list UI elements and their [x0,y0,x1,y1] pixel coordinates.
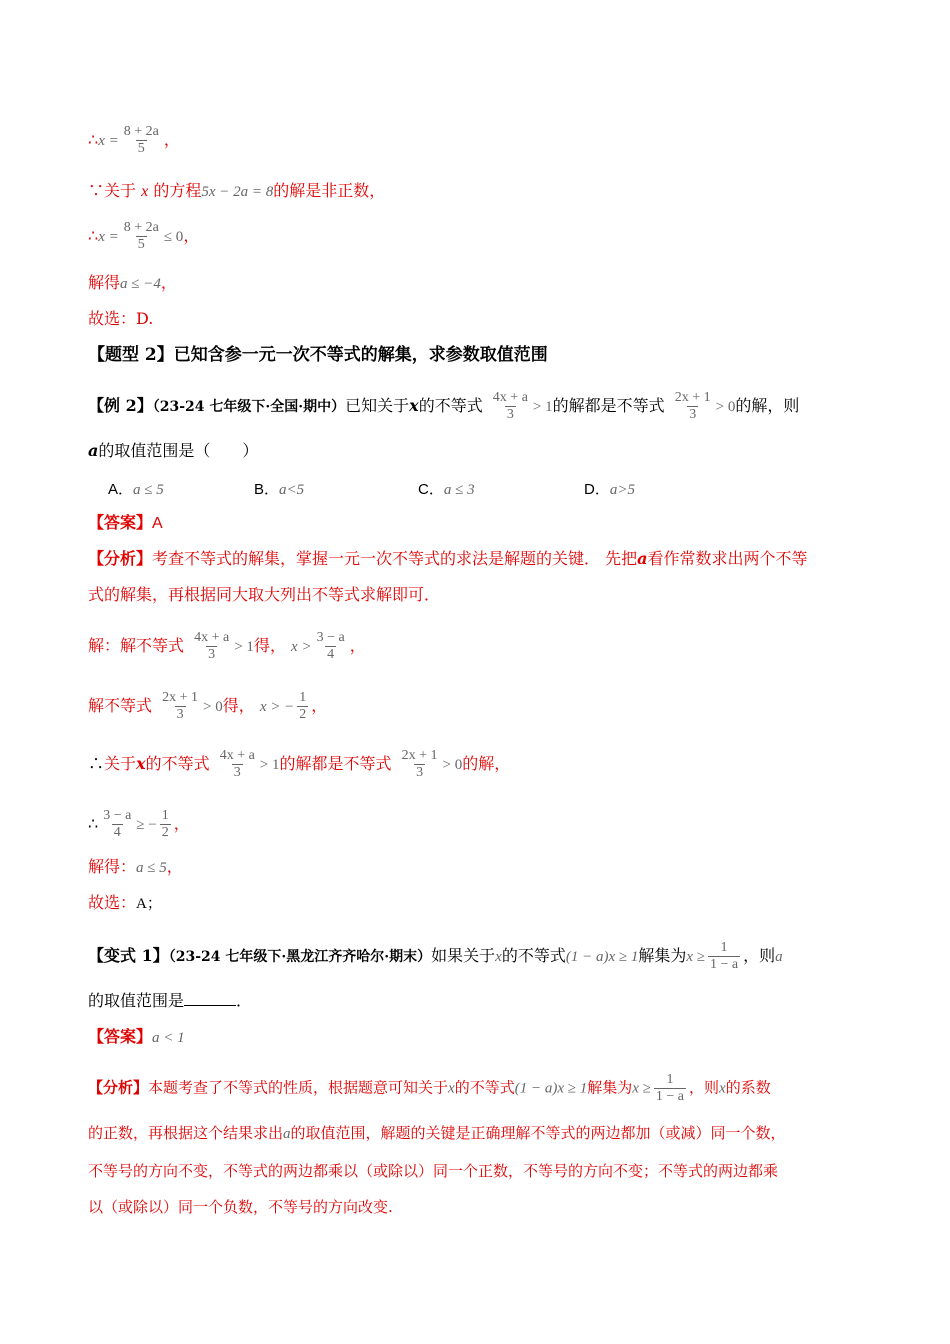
fraction-numerator: 8 + 2a [123,220,159,235]
math-x-eq: x = [98,133,119,149]
option-d[interactable] [584,478,635,499]
example-2-answer [88,512,163,535]
text: 故选： [88,893,137,912]
text: 的不等式 [501,946,566,965]
gt-one: > 1 [259,757,280,773]
answer-value: A [152,515,163,532]
analysis-tag: 【分析】 [88,549,153,568]
text: 考查不等式的解集，掌握一元一次不等式的求法是解题的关键． 先把 [152,549,638,568]
equation: 5x − 2a = 8 [201,184,274,200]
sol1-line-1 [88,124,180,157]
text: 看作常数求出两个不等 [647,549,808,568]
text: 得， [253,636,286,655]
var-x: x [448,1080,455,1097]
variant-1-analysis-4: 以（或除以）同一个负数，不等号的方向改变. [88,1198,393,1216]
var-a: a [775,949,783,965]
fraction-denominator: 5 [137,237,145,252]
text: 如果关于 [431,946,496,965]
var-x: x [136,754,146,773]
comma: ， [163,130,180,149]
var-a: a [283,1126,291,1142]
equation-label: 的方程 [153,181,202,200]
because-text: ∵关于 [88,181,137,200]
text: 的不等式 [145,754,210,773]
var-a: a [88,441,99,460]
fraction-numerator: 3 − a [316,630,345,645]
x-ge: x ≥ [632,1080,651,1097]
a-range: a ≤ −4 [120,276,161,292]
example-2-sol-3 [88,748,510,781]
variant-1-line-2 [88,990,252,1012]
comma: ， [311,696,328,715]
answer-value: A； [136,896,162,912]
text: 的解都是不等式 [552,396,665,415]
gt-one: > 1 [234,639,254,655]
fraction [122,220,161,253]
answer-tag: 【答案】 [88,513,153,532]
text: 的取值范围是（ ） [98,441,259,460]
fraction-denominator: 5 [137,141,145,156]
text: 的取值范围是 [88,991,185,1010]
section-title: 【题型 2】已知含参一元一次不等式的解集，求参数取值范围 [88,345,548,365]
fraction [673,390,713,423]
fraction-denominator: 1 − a [710,957,739,972]
option-value: a>5 [609,482,635,498]
option-label: B． [254,481,280,498]
gt-zero: > 0 [442,757,463,773]
text: 本题考查了不等式的性质，根据题意可知关于 [148,1078,449,1097]
fraction-denominator: 4 [113,825,121,840]
fraction-denominator: 3 [176,707,184,722]
fraction [654,1072,686,1105]
ge-neg: ≥ − [136,817,157,833]
fraction [491,390,530,423]
option-c[interactable] [418,478,475,499]
example-2-line-2 [88,440,258,462]
option-value: a<5 [279,482,305,498]
comma: ， [183,226,200,245]
var-x: x [409,396,419,415]
text: 的系数 [725,1078,771,1097]
variant-tag: 【变式 1】 [88,946,169,965]
fraction-denominator: 4 [327,647,335,662]
example-tag: 【例 2】 [88,396,153,415]
le-zero: ≤ 0 [163,229,184,245]
variant-1-analysis-1 [88,1072,771,1105]
variant-1-analysis-3: 不等号的方向不变，不等式的两边都乘以（或除以）同一个正数，不等号的方向不变；不等式的两边都乘 [88,1162,779,1180]
text: 的不等式 [454,1078,515,1097]
fraction [218,748,257,781]
fraction-denominator: 2 [161,825,169,840]
fraction-numerator: 1 [720,940,728,955]
text: ． [236,991,253,1010]
text: 解集为 [638,946,687,965]
fraction-numerator: 4x + a [194,630,230,645]
fraction-numerator: 3 − a [103,808,132,823]
fraction-denominator: 3 [233,765,241,780]
gt-zero: > 0 [715,399,736,415]
gt-one: > 1 [532,399,553,415]
fraction-numerator: 1 [666,1072,674,1087]
answer-blank[interactable] [184,1005,236,1006]
text: 的解都是不等式 [279,754,392,773]
fraction-numerator: 1 [161,808,169,823]
therefore-symbol: ∴ [88,814,99,833]
fraction-denominator: 3 [416,765,424,780]
var-a: a [637,549,648,568]
fraction-denominator: 2 [299,707,307,722]
option-label: A． [108,481,134,498]
answer-tag: 【答案】 [88,1027,153,1046]
example-2-line-1 [88,390,799,423]
sol1-line-5: 故选：D. [88,309,154,328]
fraction-denominator: 3 [208,647,216,662]
gt-zero: > 0 [203,699,223,715]
fraction [192,630,231,663]
answer-value: a < 1 [152,1030,185,1046]
solve-label: 解得 [88,273,121,292]
fraction-denominator: 3 [689,407,697,422]
fraction-numerator: 2x + 1 [674,390,711,405]
text: 得， [222,696,255,715]
text: 解集为 [587,1078,633,1097]
fraction [400,748,440,781]
option-label: C． [418,481,444,498]
comma: ， [166,857,183,876]
fraction-numerator: 2x + 1 [162,690,199,705]
text: ，则 [743,946,776,965]
text: 解得： [88,857,137,876]
fraction-numerator: 2x + 1 [401,748,438,763]
variant-1-analysis-2 [88,1122,786,1145]
fraction-denominator: 3 [506,407,514,422]
example-2-sol-4 [88,808,190,841]
fraction-numerator: 1 [299,690,307,705]
fraction [297,690,308,723]
therefore-symbol: ∴ [88,754,105,773]
text: 的取值范围，解题的关键是正确理解不等式的两边都加（或减）同一个数， [290,1124,786,1142]
text: 的解， [462,754,511,773]
therefore-symbol: ∴ [88,130,99,149]
x-gt-neg: x > − [259,699,295,715]
a-range: a ≤ 5 [136,860,167,876]
example-2-sol-1 [88,630,366,663]
text: 关于 [104,754,137,773]
var-x: x [141,183,149,200]
fraction [708,940,740,973]
math-x-eq: x = [98,229,119,245]
example-2-analysis-2: 式的解集，再根据同大取大列出不等式求解即可． [88,585,441,604]
option-b[interactable] [254,478,304,499]
var-x: x [495,949,502,965]
fraction [160,690,200,723]
variant-1-line-1 [88,940,783,973]
fraction-numerator: 4x + a [219,748,255,763]
fraction [101,808,133,841]
text: 的正数，再根据这个结果求出 [88,1124,284,1142]
therefore-symbol: ∴ [88,226,99,245]
x-gt: x > [291,639,312,655]
inequality: (1 − a)x ≥ 1 [514,1080,588,1097]
comma: ， [160,273,177,292]
fraction-denominator: 1 − a [655,1089,684,1104]
sol1-line-3 [88,220,199,253]
comma: ， [349,636,366,655]
sol1-line-2 [88,180,385,203]
example-2-sol-5 [88,856,183,879]
option-a[interactable] [108,478,164,499]
text: ，则 [689,1078,720,1097]
example-2-analysis-1 [88,548,808,570]
text: 的不等式 [418,396,483,415]
x-ge: x ≥ [686,949,705,965]
analysis-tag: 【分析】 [88,1078,149,1097]
fraction [122,124,161,157]
text: 解：解不等式 [88,636,185,655]
fraction [160,808,171,841]
var-x: x [719,1080,726,1097]
text: 的解，则 [735,396,800,415]
example-2-choose [88,892,162,915]
option-value: a ≤ 5 [133,482,164,498]
fraction [315,630,347,663]
option-value: a ≤ 3 [443,482,475,498]
variant-source: （23-24 七年级下·黑龙江齐齐哈尔·期末） [168,949,432,965]
sol1-line-4 [88,272,177,295]
fraction-numerator: 8 + 2a [123,124,159,139]
inequality: (1 − a)x ≥ 1 [565,949,639,965]
variant-1-answer [88,1026,185,1049]
non-positive-text: 的解是非正数， [273,181,386,200]
example-source: （23-24 七年级下·全国·期中） [152,399,346,415]
fraction-numerator: 4x + a [492,390,528,405]
comma: ， [173,814,190,833]
example-2-sol-2 [88,690,327,723]
option-label: D． [584,481,610,498]
text: 解不等式 [88,696,153,715]
text: 已知关于 [345,396,410,415]
